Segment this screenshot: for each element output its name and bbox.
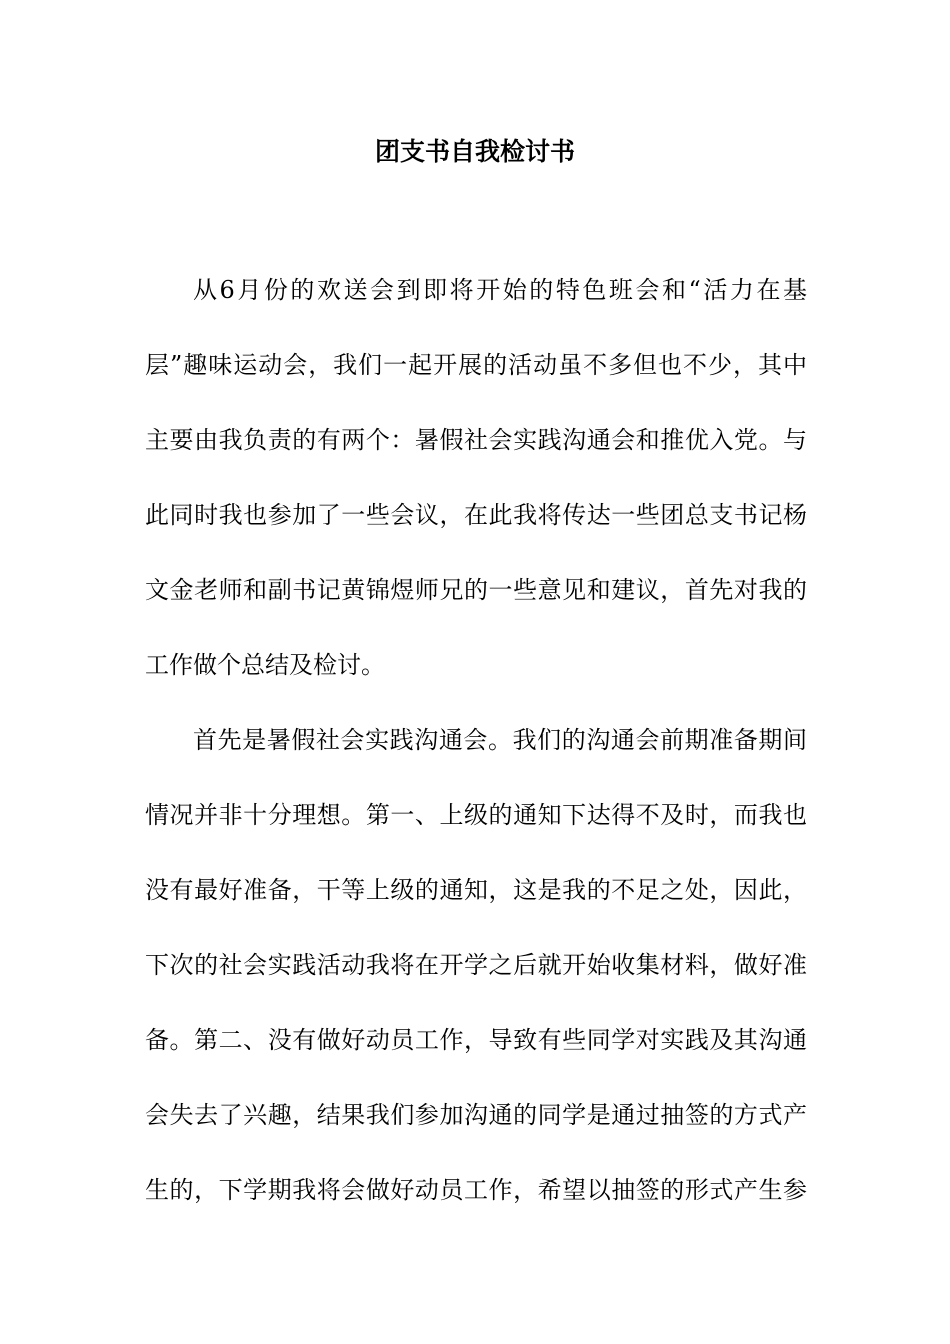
paragraph-line: 主要由我负责的有两个：暑假社会实践沟通会和推优入党。与: [145, 426, 807, 454]
paragraph-line: 生的，下学期我将会做好动员工作，希望以抽签的形式产生参: [145, 1176, 807, 1204]
paragraph-line: 从6月份的欢送会到即将开始的特色班会和“活力在基: [193, 276, 807, 304]
paragraph-line: 文金老师和副书记黄锦煜师兄的一些意见和建议，首先对我的: [145, 576, 807, 604]
document-title: 团支书自我检讨书: [374, 137, 575, 166]
paragraph-line: 下次的社会实践活动我将在开学之后就开始收集材料，做好准: [145, 951, 807, 979]
paragraph-line: 没有最好准备，干等上级的通知，这是我的不足之处，因此，: [145, 876, 807, 904]
paragraph-line: 层”趣味运动会，我们一起开展的活动虽不多但也不少，其中: [145, 351, 807, 379]
paragraph-line: 备。第二、没有做好动员工作，导致有些同学对实践及其沟通: [145, 1026, 807, 1054]
paragraph-line: 会失去了兴趣，结果我们参加沟通的同学是通过抽签的方式产: [145, 1101, 807, 1129]
document-body: [145, 253, 807, 1228]
paragraph-line: 首先是暑假社会实践沟通会。我们的沟通会前期准备期间: [193, 726, 807, 754]
paragraph-line: 此同时我也参加了一些会议，在此我将传达一些团总支书记杨: [145, 501, 807, 529]
paragraph-line: 情况并非十分理想。第一、上级的通知下达得不及时，而我也: [145, 801, 807, 829]
paragraph-line: 工作做个总结及检讨。: [145, 651, 385, 679]
